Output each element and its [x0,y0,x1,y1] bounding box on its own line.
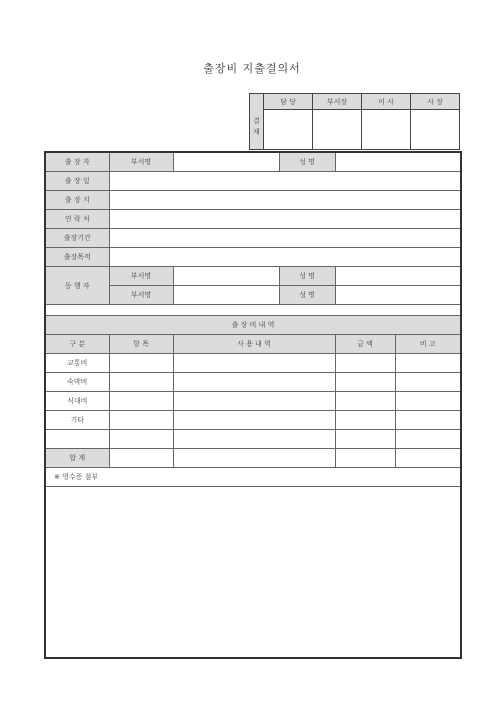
companion1-name-label: 성 명 [279,267,335,286]
expense-item-field[interactable] [109,392,173,411]
expense-category: 교통비 [45,354,109,373]
expense-item-field[interactable] [109,373,173,392]
expense-usage-field[interactable] [173,392,335,411]
expense-usage-field[interactable] [173,411,335,430]
companion1-name-field[interactable] [335,267,461,286]
total-amount-field[interactable] [335,449,395,468]
expense-section-title: 출 장 비 내 역 [45,316,461,335]
table-row [45,373,461,392]
document-title: 출장비 지출결의서 [203,62,301,75]
expense-header-category: 구 분 [45,335,109,354]
traveler-dept-label: 부서명 [109,152,173,172]
expense-amount-field[interactable] [335,354,395,373]
approval-col-manager: 부서장 [313,94,362,110]
expense-remarks-field[interactable] [395,411,461,430]
traveler-dept-field[interactable] [173,152,279,172]
approval-col-director: 이 사 [362,94,411,110]
companion1-dept-field[interactable] [173,267,279,286]
expense-amount-field[interactable] [335,430,395,449]
expense-category: 숙박비 [45,373,109,392]
companion2-name-field[interactable] [335,286,461,305]
traveler-name-field[interactable] [335,152,461,172]
approval-label: 결 재 [250,94,264,150]
traveler-name-label: 성 명 [279,152,335,172]
companion1-dept-label: 부서명 [109,267,173,286]
expense-header-remarks: 비 고 [395,335,461,354]
expense-item-field[interactable] [109,354,173,373]
spacer-row [45,305,461,316]
receipt-note: ※ 영수증 첨부 [45,468,461,487]
travel-period-label: 출장기간 [45,229,109,248]
travel-date-label: 출 장 일 [45,172,109,191]
expense-remarks-field[interactable] [395,373,461,392]
companion-label: 동 행 자 [45,267,109,305]
companion2-dept-label: 부서명 [109,286,173,305]
approval-sign-manager[interactable] [313,110,362,150]
expense-header-item: 항 목 [109,335,173,354]
companion2-dept-field[interactable] [173,286,279,305]
expense-category [45,430,109,449]
expense-amount-field[interactable] [335,373,395,392]
expense-amount-field[interactable] [335,411,395,430]
traveler-label: 출 장 자 [45,152,109,172]
total-remarks-field[interactable] [395,449,461,468]
travel-place-label: 출 장 지 [45,191,109,210]
expense-item-field[interactable] [109,411,173,430]
table-row [45,411,461,430]
companion2-name-label: 성 명 [279,286,335,305]
approval-sign-staff[interactable] [264,110,313,150]
table-row [45,392,461,411]
expense-remarks-field[interactable] [395,354,461,373]
expense-remarks-field[interactable] [395,392,461,411]
approval-col-president: 사 장 [411,94,460,110]
expense-category: 식대비 [45,392,109,411]
expense-remarks-field[interactable] [395,430,461,449]
expense-amount-field[interactable] [335,392,395,411]
contact-label: 연 락 처 [45,210,109,229]
approval-table [249,93,460,150]
travel-purpose-field[interactable] [109,248,461,267]
approval-sign-president[interactable] [411,110,460,150]
notes-area[interactable] [45,487,461,659]
expense-usage-field[interactable] [173,373,335,392]
table-row [45,354,461,373]
total-item-field[interactable] [109,449,173,468]
total-usage-field[interactable] [173,449,335,468]
contact-field[interactable] [109,210,461,229]
expense-usage-field[interactable] [173,430,335,449]
expense-usage-field[interactable] [173,354,335,373]
travel-period-field[interactable] [109,229,461,248]
travel-purpose-label: 출장목적 [45,248,109,267]
travel-place-field[interactable] [109,191,461,210]
travel-date-field[interactable] [109,172,461,191]
expense-header-amount: 금 액 [335,335,395,354]
approval-col-staff: 담 당 [264,94,313,110]
expense-category: 기타 [45,411,109,430]
table-row [45,430,461,449]
expense-item-field[interactable] [109,430,173,449]
approval-sign-director[interactable] [362,110,411,150]
travel-expense-form [44,151,462,659]
total-label: 합 계 [45,449,109,468]
expense-header-usage: 사 용 내 역 [173,335,335,354]
